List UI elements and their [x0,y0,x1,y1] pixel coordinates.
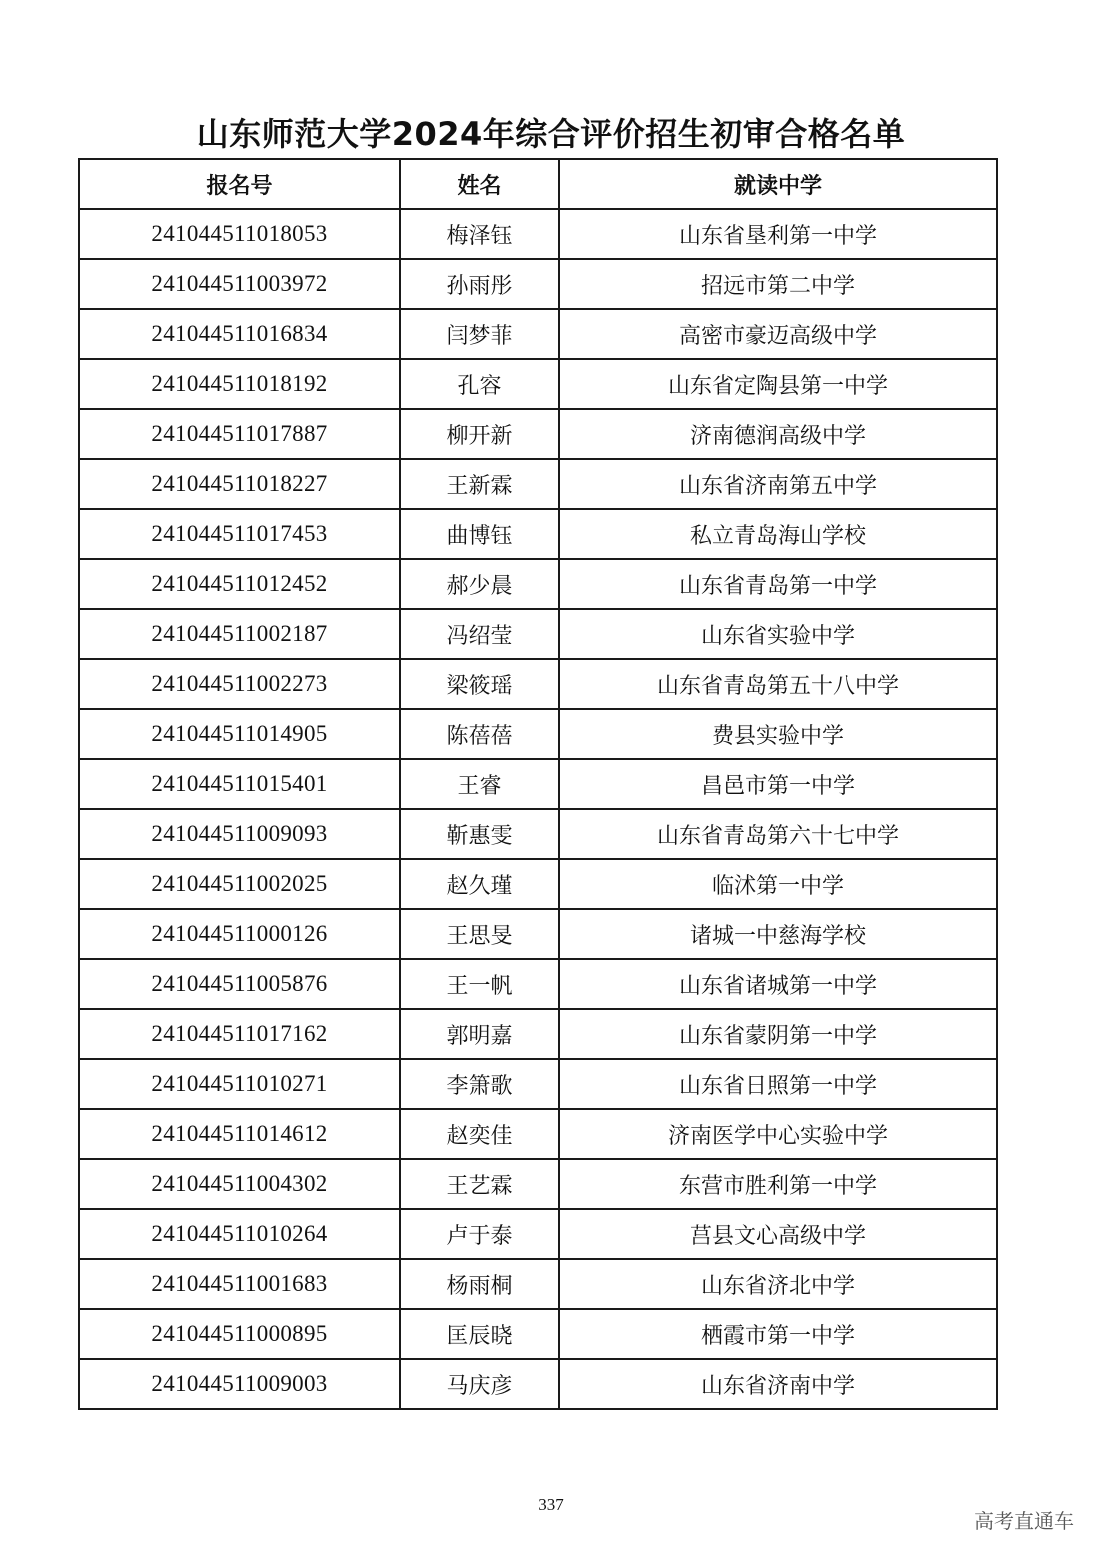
school-cell: 山东省济南中学 [559,1359,997,1409]
registration-number-cell: 241044511018192 [79,359,400,409]
table-row [79,359,997,409]
page-number: 337 [538,1495,564,1514]
school-cell: 山东省济北中学 [559,1259,997,1309]
table-row [79,659,997,709]
header-registration-number: 报名号 [79,159,400,209]
table-row [79,1109,997,1159]
table-row [79,1259,997,1309]
document-title: 山东师范大学2024年综合评价招生初审合格名单 [196,115,906,153]
student-name-cell: 陈蓓蓓 [400,709,559,759]
school-cell: 山东省蒙阴第一中学 [559,1009,997,1059]
student-name-cell: 孙雨彤 [400,259,559,309]
student-name-cell: 柳开新 [400,409,559,459]
registration-number-cell: 241044511018053 [79,209,400,259]
student-name-cell: 梅泽钰 [400,209,559,259]
school-cell: 山东省定陶县第一中学 [559,359,997,409]
table-row [79,409,997,459]
student-name-cell: 王睿 [400,759,559,809]
table-row [79,459,997,509]
school-cell: 东营市胜利第一中学 [559,1159,997,1209]
school-cell: 山东省青岛第一中学 [559,559,997,609]
registration-number-cell: 241044511017162 [79,1009,400,1059]
school-cell: 诸城一中慈海学校 [559,909,997,959]
school-cell: 山东省诸城第一中学 [559,959,997,1009]
table-header [79,159,997,209]
school-cell: 费县实验中学 [559,709,997,759]
table-row [79,1309,997,1359]
registration-number-cell: 241044511002025 [79,859,400,909]
table-row [79,1359,997,1409]
student-name-cell: 王思旻 [400,909,559,959]
school-cell: 招远市第二中学 [559,259,997,309]
school-cell: 昌邑市第一中学 [559,759,997,809]
school-cell: 临沭第一中学 [559,859,997,909]
student-name-cell: 马庆彦 [400,1359,559,1409]
registration-number-cell: 241044511005876 [79,959,400,1009]
registration-number-cell: 241044511014612 [79,1109,400,1159]
registration-number-cell: 241044511002273 [79,659,400,709]
registration-number-cell: 241044511017453 [79,509,400,559]
registration-number-cell: 241044511003972 [79,259,400,309]
header-row [79,159,997,209]
admission-list-table [78,158,998,1410]
table-row [79,709,997,759]
school-cell: 山东省垦利第一中学 [559,209,997,259]
school-cell: 山东省济南第五中学 [559,459,997,509]
student-name-cell: 赵奕佳 [400,1109,559,1159]
table-row [79,559,997,609]
student-name-cell: 闫梦菲 [400,309,559,359]
table-row [79,959,997,1009]
table-row [79,809,997,859]
table-row [79,209,997,259]
registration-number-cell: 241044511009093 [79,809,400,859]
school-cell: 山东省日照第一中学 [559,1059,997,1109]
student-name-cell: 王一帆 [400,959,559,1009]
registration-number-cell: 241044511002187 [79,609,400,659]
school-cell: 栖霞市第一中学 [559,1309,997,1359]
table-row [79,309,997,359]
table-body [79,209,997,1409]
student-name-cell: 孔容 [400,359,559,409]
registration-number-cell: 241044511000895 [79,1309,400,1359]
school-cell: 私立青岛海山学校 [559,509,997,559]
table-row [79,1059,997,1109]
school-cell: 济南医学中心实验中学 [559,1109,997,1159]
registration-number-cell: 241044511016834 [79,309,400,359]
student-name-cell: 梁筱瑶 [400,659,559,709]
student-name-cell: 杨雨桐 [400,1259,559,1309]
school-cell: 山东省青岛第六十七中学 [559,809,997,859]
registration-number-cell: 241044511004302 [79,1159,400,1209]
student-name-cell: 王新霖 [400,459,559,509]
table-row [79,909,997,959]
registration-number-cell: 241044511010271 [79,1059,400,1109]
registration-number-cell: 241044511015401 [79,759,400,809]
student-name-cell: 匡辰晓 [400,1309,559,1359]
student-name-cell: 王艺霖 [400,1159,559,1209]
table-row [79,1009,997,1059]
school-cell: 山东省青岛第五十八中学 [559,659,997,709]
registration-number-cell: 241044511010264 [79,1209,400,1259]
registration-number-cell: 241044511009003 [79,1359,400,1409]
student-name-cell: 郭明嘉 [400,1009,559,1059]
student-name-cell: 郝少晨 [400,559,559,609]
student-name-cell: 赵久瑾 [400,859,559,909]
school-cell: 莒县文心高级中学 [559,1209,997,1259]
student-name-cell: 冯绍莹 [400,609,559,659]
watermark: 高考直通车 [974,1509,1074,1533]
registration-number-cell: 241044511001683 [79,1259,400,1309]
header-name: 姓名 [400,159,559,209]
table-row [79,759,997,809]
school-cell: 济南德润高级中学 [559,409,997,459]
table-row [79,1209,997,1259]
school-cell: 高密市豪迈高级中学 [559,309,997,359]
table-row [79,259,997,309]
table-row [79,509,997,559]
student-name-cell: 卢于泰 [400,1209,559,1259]
registration-number-cell: 241044511017887 [79,409,400,459]
student-name-cell: 靳惠雯 [400,809,559,859]
student-name-cell: 李箫歌 [400,1059,559,1109]
table-row [79,1159,997,1209]
registration-number-cell: 241044511014905 [79,709,400,759]
student-name-cell: 曲博钰 [400,509,559,559]
table-row [79,609,997,659]
registration-number-cell: 241044511018227 [79,459,400,509]
registration-number-cell: 241044511012452 [79,559,400,609]
header-school: 就读中学 [559,159,997,209]
table-row [79,859,997,909]
registration-number-cell: 241044511000126 [79,909,400,959]
school-cell: 山东省实验中学 [559,609,997,659]
